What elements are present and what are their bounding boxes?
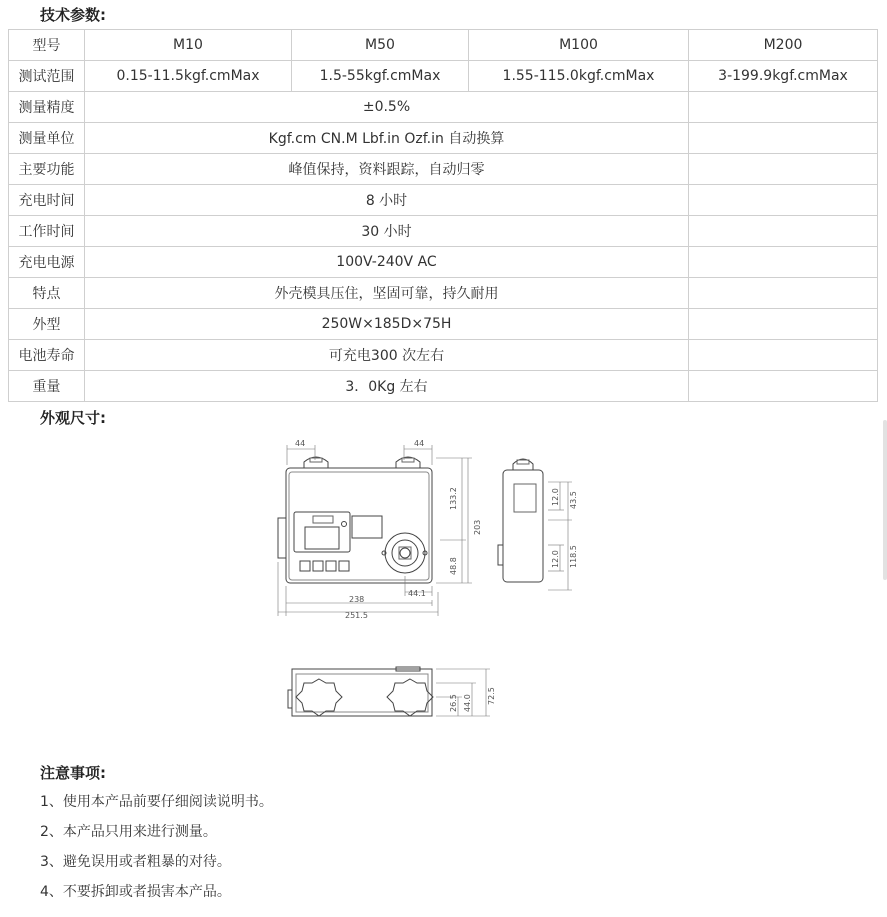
front-view xyxy=(278,445,472,616)
dim-top-knob-left: 44 xyxy=(295,439,306,448)
dims-heading: 外观尺寸: xyxy=(40,409,106,427)
row-value: Kgf.cm CN.M Lbf.in Ozf.in 自动换算 xyxy=(85,123,689,154)
row-label: 电池寿命 xyxy=(9,340,85,371)
dim-height-lower: 48.8 xyxy=(449,557,458,575)
label-plate xyxy=(352,516,382,538)
side-body-outline xyxy=(503,470,543,582)
range-m200: 3-199.9kgf.cmMax xyxy=(689,61,878,92)
bottom-view xyxy=(288,667,490,716)
dim-height-total: 203 xyxy=(473,519,482,535)
torque-chuck xyxy=(385,533,425,573)
row-label: 充电电源 xyxy=(9,247,85,278)
front-left-clip xyxy=(278,518,286,558)
model-m50: M50 xyxy=(292,30,469,61)
front-body-outline xyxy=(286,468,432,583)
dim-bottom-c: 72.5 xyxy=(487,687,496,705)
dim-side-upper: 12.0 xyxy=(551,488,560,506)
model-m10: M10 xyxy=(85,30,292,61)
row-label: 主要功能 xyxy=(9,154,85,185)
range-m50: 1.5-55kgf.cmMax xyxy=(292,61,469,92)
row-label: 特点 xyxy=(9,278,85,309)
row-value: 250W×185D×75H xyxy=(85,309,689,340)
row-label: 测量精度 xyxy=(9,92,85,123)
bottom-body-outline xyxy=(292,669,432,716)
range-m100: 1.55-115.0kgf.cmMax xyxy=(469,61,689,92)
range-label: 测试范围 xyxy=(9,61,85,92)
row-value: 8 小时 xyxy=(85,185,689,216)
panel-button xyxy=(300,561,310,571)
model-m100: M100 xyxy=(469,30,689,61)
notes-list xyxy=(40,792,273,912)
list-item: 1、使用本产品前要仔细阅读说明书。 xyxy=(40,794,273,810)
dim-top-knob-right: 44 xyxy=(414,439,425,448)
row-label: 测量单位 xyxy=(9,123,85,154)
panel-button xyxy=(313,561,323,571)
dim-width-outer: 251.5 xyxy=(345,611,368,620)
scrollbar[interactable] xyxy=(883,420,887,580)
dim-side-lower: 12.0 xyxy=(551,550,560,568)
row-label: 充电时间 xyxy=(9,185,85,216)
model-label: 型号 xyxy=(9,30,85,61)
row-value: ±0.5% xyxy=(85,92,689,123)
lcd-screen xyxy=(305,527,339,549)
dim-bottom-a: 26.5 xyxy=(449,694,458,712)
row-value: 可充电300 次左右 xyxy=(85,340,689,371)
range-m10: 0.15-11.5kgf.cmMax xyxy=(85,61,292,92)
bottom-left-knob xyxy=(296,679,342,716)
row-value: 100V-240V AC xyxy=(85,247,689,278)
dim-bottom-b: 44.0 xyxy=(463,694,472,712)
dim-width-inner: 238 xyxy=(349,595,365,604)
side-view xyxy=(498,459,572,590)
list-item: 4、不要拆卸或者损害本产品。 xyxy=(40,884,231,900)
panel-button xyxy=(326,561,336,571)
panel-button xyxy=(339,561,349,571)
notes-heading: 注意事项: xyxy=(40,764,106,782)
list-item: 2、本产品只用来进行测量。 xyxy=(40,824,217,840)
dim-side-lower-total: 118.5 xyxy=(569,545,578,568)
row-label: 工作时间 xyxy=(9,216,85,247)
row-value: 3．0Kg 左右 xyxy=(85,371,689,402)
dim-height-upper: 133.2 xyxy=(449,487,458,510)
model-m200: M200 xyxy=(689,30,878,61)
list-item: 3、避免误用或者粗暴的对待。 xyxy=(40,854,231,870)
bottom-right-knob xyxy=(387,679,433,716)
dim-knob-offset: 44.1 xyxy=(408,589,426,598)
row-value: 外壳模具压住，坚固可靠，持久耐用 xyxy=(85,278,689,309)
row-label: 外型 xyxy=(9,309,85,340)
dim-side-upper-total: 43.5 xyxy=(569,491,578,509)
spec-heading: 技术参数: xyxy=(40,6,106,24)
row-value: 30 小时 xyxy=(85,216,689,247)
row-label: 重量 xyxy=(9,371,85,402)
display-panel xyxy=(294,512,350,552)
row-value: 峰值保持，资料跟踪，自动归零 xyxy=(85,154,689,185)
